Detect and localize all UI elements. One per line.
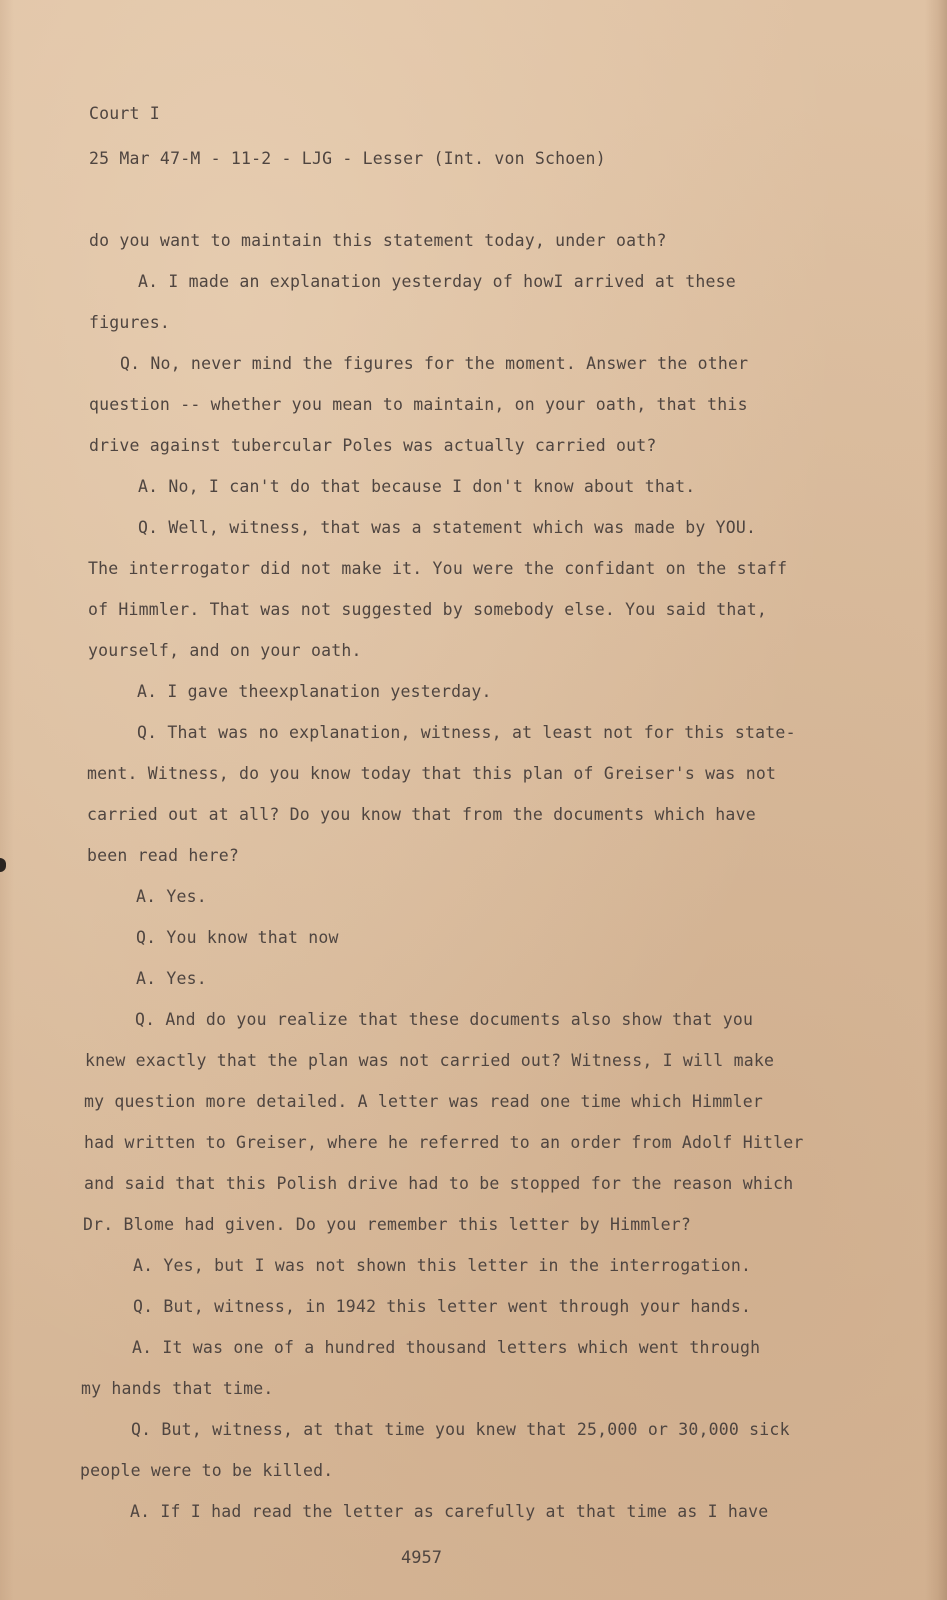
transcript-line: Dr. Blome had given. Do you remember this letter by Himmler? — [83, 1215, 692, 1234]
transcript-line: Q. Well, witness, that was a statement which was made by YOU. — [138, 518, 757, 537]
transcript-line: and said that this Polish drive had to be stopped for the reason which — [84, 1174, 794, 1193]
transcript-line: Q. That was no explanation, witness, at least not for this state- — [137, 723, 796, 742]
page-number: 4957 — [401, 1548, 442, 1568]
paper-right-edge-shadow — [925, 0, 947, 1600]
transcript-line: A. Yes. — [136, 969, 207, 988]
transcript-line: Q. But, witness, at that time you knew that 25,000 or 30,000 sick — [131, 1420, 790, 1439]
transcript-line: A. Yes, but I was not shown this letter in the interrogation. — [133, 1256, 752, 1275]
transcript-line: my hands that time. — [81, 1379, 274, 1398]
transcript-line: ment. Witness, do you know today that this plan of Greiser's was not — [87, 764, 777, 783]
transcript-line: do you want to maintain this statement today, under oath? — [89, 231, 667, 250]
transcript-line: The interrogator did not make it. You were the confidant on the staff — [88, 559, 788, 578]
transcript-line: A. I gave theexplanation yesterday. — [137, 682, 492, 701]
transcript-line: carried out at all? Do you know that from the documents which have — [87, 805, 756, 824]
transcript-line: of Himmler. That was not suggested by somebody else. You said that, — [88, 600, 767, 619]
transcript-line: Q. And do you realize that these documents also show that you — [135, 1010, 754, 1029]
paper-left-edge-shadow — [0, 0, 14, 1600]
court-label: Court I — [89, 104, 160, 123]
transcript-line: knew exactly that the plan was not carried out? Witness, I will make — [85, 1051, 775, 1070]
transcript-line: figures. — [89, 313, 171, 332]
transcript-line: question -- whether you mean to maintain, on your oath, that this — [89, 395, 748, 414]
transcript-line: A. Yes. — [136, 887, 207, 906]
transcript-line: Q. But, witness, in 1942 this letter went through your hands. — [133, 1297, 752, 1316]
session-line: 25 Mar 47-M - 11-2 - LJG - Lesser (Int. von Schoen) — [89, 149, 606, 168]
transcript-line: A. If I had read the letter as carefully at that time as I have — [130, 1502, 769, 1521]
transcript-line: been read here? — [87, 846, 240, 865]
transcript-line: had written to Greiser, where he referred to an order from Adolf Hitler — [84, 1133, 804, 1152]
transcript-line: A. No, I can't do that because I don't know about that. — [138, 477, 696, 496]
transcript-line: people were to be killed. — [80, 1461, 334, 1480]
transcript-line: Q. You know that now — [136, 928, 339, 947]
transcript-line: A. I made an explanation yesterday of howI arrived at these — [138, 272, 736, 291]
transcript-line: Q. No, never mind the figures for the moment. Answer the other — [120, 354, 749, 373]
transcript-line: my question more detailed. A letter was read one time which Himmler — [84, 1092, 763, 1111]
transcript-line: yourself, and on your oath. — [88, 641, 362, 660]
transcript-line: A. It was one of a hundred thousand letters which went through — [132, 1338, 761, 1357]
transcript-line: drive against tubercular Poles was actually carried out? — [89, 436, 657, 455]
